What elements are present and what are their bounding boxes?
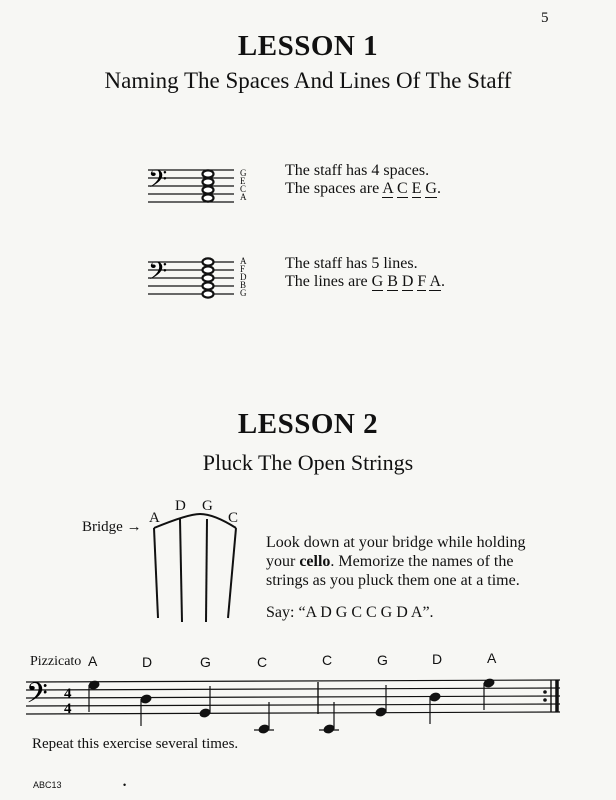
time-signature-top: 4 [64,686,72,702]
note-label: D [432,651,443,667]
bass-clef-icon: 𝄢 [26,677,48,717]
string-label-a: A [149,510,160,526]
lesson-2-subtitle: Pluck The Open Strings [202,450,414,475]
note-label: A [88,653,98,669]
spaces-description: The staff has 4 spaces. The spaces are A C E G. [285,162,441,197]
bridge-label: Bridge → [82,519,142,535]
lines-staff-diagram [148,256,238,302]
note-label: G [200,654,211,670]
string-label-g: G [202,498,213,514]
arrow-right-icon: → [126,519,142,535]
lesson-2-title: LESSON 2 [237,408,379,440]
page-number: 5 [541,10,549,26]
note-label: D [142,654,153,670]
note-label: C [322,652,333,668]
string-label-c: C [228,510,239,526]
bass-clef-icon: 𝄢 [148,257,168,292]
bass-clef-icon: 𝄢 [148,166,168,200]
note-label: C [257,654,268,670]
string-label-d: D [175,498,186,514]
say-text: Say: “A D G C C G D A”. [266,604,434,621]
pizzicato-label: Pizzicato [30,654,82,669]
note-label: A [487,650,497,666]
note-head [323,724,335,734]
footer-code: ABC13 [33,780,62,790]
bridge-instructions: Look down at your bridge while holding your cello. Memorize the names of the strings as you pluck them one at a time. [266,534,526,589]
note-head [483,678,495,688]
repeat-instruction: Repeat this exercise several times. [32,736,239,752]
lesson-1-title: LESSON 1 [237,30,379,62]
spaces-stack-letters: G E C A [240,168,247,202]
note-head [375,707,387,717]
lines-description: The staff has 5 lines. The lines are G B D F A. [285,255,446,290]
footer-mark: • [123,780,127,790]
bridge-icon [140,510,250,630]
note-head [258,724,270,734]
note-head [199,708,211,718]
spaces-staff-diagram [148,166,238,206]
note-head [429,692,441,702]
lesson-1-subtitle: Naming The Spaces And Lines Of The Staff [104,68,512,93]
note-head [140,694,152,704]
note-label: G [377,652,388,668]
lines-stack-letters: A F D B G [240,256,247,298]
time-signature-bottom: 4 [64,701,72,717]
